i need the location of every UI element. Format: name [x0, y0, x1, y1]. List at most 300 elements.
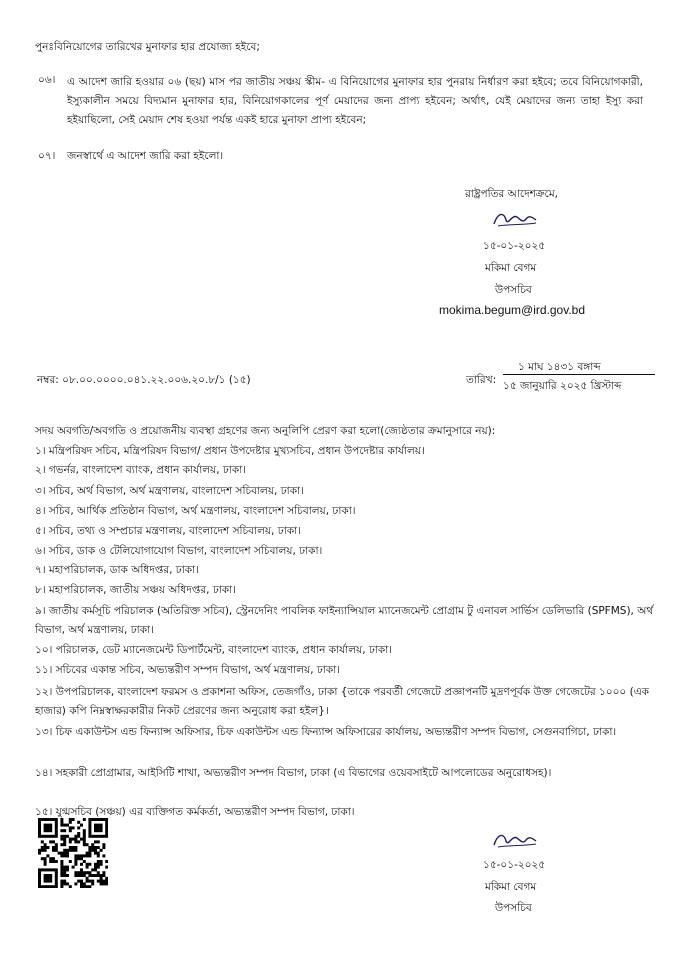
qr-module [100, 826, 103, 829]
qr-module [69, 821, 72, 824]
qr-module [66, 882, 69, 885]
qr-module [83, 854, 86, 857]
qr-module [97, 846, 100, 849]
qr-module [105, 818, 108, 821]
qr-module [63, 852, 66, 855]
qr-module [55, 821, 58, 824]
qr-module [49, 818, 52, 821]
qr-module [97, 829, 100, 832]
memo-number: ০৮.০০.০০০০.০৪১.২২.০০৬.২০.৮/১ (১৫) [62, 374, 251, 386]
qr-module [44, 880, 47, 883]
qr-module [102, 854, 105, 857]
qr-module [46, 846, 49, 849]
qr-module [80, 854, 83, 857]
qr-module [83, 840, 86, 843]
para-07-text: জনস্বার্থে এ আদেশ জারি করা হইলো। [67, 150, 224, 162]
qr-module [46, 824, 49, 827]
para-06-text: এ আদেশ জারি হওয়ার ০৬ (ছয়) মাস পর জাতীয় সঞ্চয় স্কীম- এ বিনিয়োগের মুনাফার হার পুনরায় নির্ধারণ করা হইবে; তবে বিনিয়োগকারী, ইস্যুকালীন সময়ে বিদ্যমান মুনাফার হার, বিনিয়োগকালের পূর্ণ মেয়াদের জন্য প্রাপ্য হইবেন; অর্থাৎ, যেই মেয়াদের জন্য তাহা ইস্যু করা হইয়াছিলো, সেই মেয়াদ শেষ হওয়া পর্যন্ত একই হারে মুনাফা প্রাপ্য হইবেন; [67, 76, 643, 126]
qr-module [60, 885, 63, 888]
qr-module [97, 818, 100, 821]
qr-module [63, 838, 66, 841]
list-item: ১১। সচিবের একান্ত সচিব, অভ্যন্তরীণ সম্পদ বিভাগ, অর্থ মন্ত্রণালয়, ঢাকা। [35, 664, 341, 676]
qr-module [66, 852, 69, 855]
qr-module [97, 874, 100, 877]
qr-module [80, 838, 83, 841]
qr-module [44, 849, 47, 852]
qr-module [44, 843, 47, 846]
qr-module [94, 826, 97, 829]
qr-module [49, 868, 52, 871]
qr-module [41, 840, 44, 843]
qr-module [72, 866, 75, 869]
qr-module [86, 871, 89, 874]
qr-module [46, 868, 49, 871]
qr-module [100, 877, 103, 880]
qr-module [74, 854, 77, 857]
qr-module [52, 860, 55, 863]
signatory-designation: উপসচিব [495, 284, 532, 296]
qr-module [41, 849, 44, 852]
qr-module [105, 877, 108, 880]
qr-module [88, 818, 91, 821]
qr-module [94, 818, 97, 821]
qr-module [38, 829, 41, 832]
qr-module [97, 840, 100, 843]
list-item: ১৪। সহকারী প্রোগ্রামার, আইসিটি শাখা, অভ্যন্তরীণ সম্পদ বিভাগ, ঢাকা (এ বিভাগের ওয়েবসাইটে আপলোডের অনুরোধসহ)। [35, 767, 552, 779]
qr-module [44, 868, 47, 871]
qr-module [100, 880, 103, 883]
qr-module [69, 840, 72, 843]
qr-module [66, 854, 69, 857]
qr-module [100, 835, 103, 838]
qr-module [102, 882, 105, 885]
qr-module [74, 882, 77, 885]
qr-module [63, 880, 66, 883]
qr-module [49, 824, 52, 827]
signature-image-2 [490, 829, 540, 851]
qr-module [88, 885, 91, 888]
qr-module [52, 840, 55, 843]
qr-module [88, 846, 91, 849]
qr-module [55, 832, 58, 835]
qr-module [91, 880, 94, 883]
memo-number-label: নম্বর: [37, 374, 59, 386]
qr-module [88, 835, 91, 838]
qr-module [44, 826, 47, 829]
qr-module [77, 874, 80, 877]
qr-module [100, 849, 103, 852]
qr-module [72, 849, 75, 852]
qr-module [77, 835, 80, 838]
qr-module [80, 874, 83, 877]
qr-module [69, 849, 72, 852]
qr-module [102, 846, 105, 849]
qr-module [60, 868, 63, 871]
qr-module [72, 838, 75, 841]
qr-module [63, 882, 66, 885]
qr-module [49, 835, 52, 838]
qr-module [91, 846, 94, 849]
qr-module [38, 852, 41, 855]
qr-module [63, 849, 66, 852]
qr-module [97, 824, 100, 827]
qr-module [97, 852, 100, 855]
qr-module [105, 860, 108, 863]
qr-module [69, 860, 72, 863]
qr-module [83, 835, 86, 838]
qr-module [66, 866, 69, 869]
qr-module [91, 882, 94, 885]
qr-module [88, 829, 91, 832]
signatory-email[interactable]: mokima.begum@ird.gov.bd [439, 303, 586, 317]
qr-module [60, 863, 63, 866]
qr-module [100, 874, 103, 877]
qr-module [38, 880, 41, 883]
qr-module [88, 871, 91, 874]
qr-module [38, 818, 41, 821]
qr-module [80, 871, 83, 874]
qr-module [91, 849, 94, 852]
qr-module [38, 826, 41, 829]
list-item: ১৩। চিফ একাউন্টস এন্ড ফিন্যান্স অফিসার, চিফ একাউন্টস এন্ড ফিন্যান্স অফিসারের কার্যালয়, অভ্যন্তরীণ সম্পদ বিভাগ, সেগুনবাগিচা, ঢাকা। [35, 726, 617, 738]
qr-module [44, 863, 47, 866]
qr-module [74, 857, 77, 860]
qr-module [46, 880, 49, 883]
qr-module [60, 854, 63, 857]
qr-module [60, 871, 63, 874]
qr-module [83, 882, 86, 885]
qr-module [44, 846, 47, 849]
qr-module [88, 824, 91, 827]
qr-module [63, 868, 66, 871]
qr-module [91, 868, 94, 871]
qr-module [86, 880, 89, 883]
qr-module [60, 821, 63, 824]
qr-module [100, 829, 103, 832]
qr-module [102, 874, 105, 877]
qr-module [105, 880, 108, 883]
qr-module [69, 838, 72, 841]
qr-module [38, 877, 41, 880]
qr-module [66, 824, 69, 827]
qr-module [55, 868, 58, 871]
qr-module [100, 863, 103, 866]
qr-module [88, 849, 91, 852]
qr-module [102, 818, 105, 821]
qr-module [38, 849, 41, 852]
qr-module [86, 885, 89, 888]
qr-module [60, 874, 63, 877]
qr-module [86, 854, 89, 857]
qr-module [49, 885, 52, 888]
qr-code [38, 818, 108, 888]
qr-module [60, 882, 63, 885]
qr-module [63, 824, 66, 827]
qr-module [46, 826, 49, 829]
qr-module [46, 854, 49, 857]
qr-module [91, 843, 94, 846]
qr-module [49, 840, 52, 843]
qr-module [60, 880, 63, 883]
qr-module [74, 846, 77, 849]
list-item: ১০। পরিচালক, ডেট ম্যানেজমেন্ট ডিপার্টমেন্ট, বাংলাদেশ ব্যাংক, প্রধান কার্যালয়, ঢাকা। [35, 644, 393, 656]
qr-module [88, 874, 91, 877]
qr-module [46, 874, 49, 877]
qr-module [55, 882, 58, 885]
qr-module [105, 821, 108, 824]
qr-module [94, 829, 97, 832]
qr-module [55, 824, 58, 827]
qr-module [80, 824, 83, 827]
qr-module [86, 852, 89, 855]
qr-module [44, 829, 47, 832]
qr-module [86, 863, 89, 866]
qr-module [94, 852, 97, 855]
qr-module [94, 863, 97, 866]
qr-module [100, 882, 103, 885]
qr-module [97, 826, 100, 829]
qr-module [83, 832, 86, 835]
qr-module [102, 871, 105, 874]
qr-module [44, 857, 47, 860]
qr-module [105, 824, 108, 827]
qr-module [94, 824, 97, 827]
qr-module [94, 849, 97, 852]
qr-module [44, 835, 47, 838]
qr-module [97, 880, 100, 883]
qr-module [94, 866, 97, 869]
qr-module [58, 852, 61, 855]
qr-module [83, 843, 86, 846]
qr-module [38, 885, 41, 888]
qr-module [49, 877, 52, 880]
qr-module [94, 868, 97, 871]
qr-module [77, 854, 80, 857]
qr-module [83, 829, 86, 832]
qr-module [72, 818, 75, 821]
qr-module [80, 885, 83, 888]
qr-module [55, 818, 58, 821]
qr-module [105, 835, 108, 838]
qr-module [97, 854, 100, 857]
qr-module [105, 866, 108, 869]
qr-module [69, 885, 72, 888]
qr-module [49, 857, 52, 860]
qr-module [91, 835, 94, 838]
qr-module [80, 880, 83, 883]
qr-module [60, 835, 63, 838]
qr-module [60, 818, 63, 821]
qr-module [88, 852, 91, 855]
qr-module [94, 835, 97, 838]
list-item: ৫। সচিব, তথ্য ও সম্প্রচার মন্ত্রণালয়, বাংলাদেশ সচিবালয়, ঢাকা। [35, 525, 301, 537]
list-item: ৯। জাতীয় কর্মসূচি পরিচালক (অতিরিক্ত সচিব), স্ট্রেনদেনিং পাবলিক ফাইন্যান্সিয়াল ম্যানেজমেন্ট প্রোগ্রাম টু এনাবল সার্ভিস ডেলিভারি (SPFMS), অর্থ বিভাগ, অর্থ মন্ত্রণালয়, ঢাকা। [35, 605, 654, 636]
qr-module [63, 829, 66, 832]
qr-module [83, 874, 86, 877]
qr-module [88, 880, 91, 883]
qr-module [74, 849, 77, 852]
date-divider [503, 374, 655, 375]
qr-module [46, 818, 49, 821]
qr-module [100, 818, 103, 821]
qr-module [41, 868, 44, 871]
qr-module [60, 838, 63, 841]
signatory2-designation: উপসচিব [495, 902, 532, 914]
list-item: ৮। মহাপরিচালক, জাতীয় সঞ্চয় অধিদপ্তর, ঢাকা। [35, 584, 236, 596]
qr-module [77, 832, 80, 835]
qr-module [63, 871, 66, 874]
qr-module [44, 818, 47, 821]
qr-module [94, 846, 97, 849]
memo-number-row [37, 373, 251, 387]
qr-module [52, 835, 55, 838]
memo-date-label: তারিখ: [466, 374, 497, 386]
signature-image [490, 208, 540, 230]
qr-module [55, 860, 58, 863]
qr-module [74, 835, 77, 838]
qr-module [105, 832, 108, 835]
qr-module [88, 854, 91, 857]
qr-module [44, 860, 47, 863]
qr-module [80, 882, 83, 885]
qr-module [94, 840, 97, 843]
qr-module [100, 824, 103, 827]
qr-module [83, 838, 86, 841]
memo-date-gregorian: ১৫ জানুয়ারি ২০২৫ খ্রিস্টাব্দ [503, 380, 622, 392]
memo-date-bangla: ১ মাঘ ১৪৩১ বঙ্গাব্দ [518, 361, 601, 373]
qr-module [77, 880, 80, 883]
qr-module [38, 835, 41, 838]
qr-module [38, 871, 41, 874]
qr-module [49, 880, 52, 883]
qr-module [55, 826, 58, 829]
qr-module [55, 829, 58, 832]
qr-module [105, 826, 108, 829]
qr-module [60, 824, 63, 827]
qr-module [41, 857, 44, 860]
qr-module [38, 821, 41, 824]
qr-module [44, 824, 47, 827]
qr-module [88, 826, 91, 829]
qr-module [77, 871, 80, 874]
qr-module [38, 874, 41, 877]
qr-module [63, 835, 66, 838]
qr-module [41, 846, 44, 849]
qr-module [86, 866, 89, 869]
qr-module [41, 885, 44, 888]
intro-text: পুনঃবিনিয়োগের তারিখের মুনাফার হার প্রযোজ্য হইবে; [35, 41, 260, 53]
qr-module [46, 885, 49, 888]
qr-module [55, 880, 58, 883]
signatory2-name: মকিমা বেগম [485, 881, 537, 893]
qr-module [97, 871, 100, 874]
list-item: ৭। মহাপরিচালক, ডাক অধিদপ্তর, ঢাকা। [35, 564, 199, 576]
qr-module [55, 835, 58, 838]
signatory2-date: ১৫-০১-২০২৫ [483, 859, 546, 871]
qr-module [97, 863, 100, 866]
qr-module [69, 829, 72, 832]
qr-module [69, 846, 72, 849]
list-item: ১। মন্ত্রিপরিষদ সচিব, মন্ত্রিপরিষদ বিভাগ/ প্রধান উপদেষ্টার মুখ্যসচিব, প্রধান উপদেষ্টার কার্যালয়। [35, 445, 425, 457]
qr-module [74, 871, 77, 874]
qr-module [52, 857, 55, 860]
qr-module [49, 826, 52, 829]
list-item: ১৫। যুগ্মসচিব (সঞ্চয়) এর ব্যক্তিগত কর্মকর্তা, অভ্যন্তরীণ সম্পদ বিভাগ, ঢাকা। [35, 806, 355, 818]
qr-module [38, 882, 41, 885]
qr-module [69, 826, 72, 829]
qr-module [44, 874, 47, 877]
qr-module [55, 885, 58, 888]
qr-module [55, 849, 58, 852]
qr-module [80, 857, 83, 860]
qr-module [77, 821, 80, 824]
list-item: ৩। সচিব, অর্থ বিভাগ, অর্থ মন্ত্রণালয়, বাংলাদেশ সচিবালয়, ঢাকা। [35, 485, 304, 497]
qr-module [63, 840, 66, 843]
qr-module [91, 874, 94, 877]
qr-module [66, 835, 69, 838]
qr-module [52, 885, 55, 888]
qr-module [66, 868, 69, 871]
order-by-text: রাষ্ট্রপতির আদেশক্রমে, [465, 188, 558, 200]
qr-module [55, 843, 58, 846]
qr-module [55, 874, 58, 877]
qr-module [105, 829, 108, 832]
qr-module [52, 868, 55, 871]
qr-module [91, 818, 94, 821]
qr-module [80, 868, 83, 871]
list-item: ৬। সচিব, ডাক ও টেলিযোগাযোগ বিভাগ, বাংলাদেশ সচিবালয়, ঢাকা। [35, 545, 323, 557]
qr-module [74, 863, 77, 866]
qr-module [49, 829, 52, 832]
distribution-heading: সদয় অবগতি/অবগতি ও প্রয়োজনীয় ব্যবস্থা গ্রহণের জন্য অনুলিপি প্রেরণ করা হলো(জ্যেষ্ঠতার ক্রমানুসারে নয়): [35, 425, 496, 437]
qr-module [72, 846, 75, 849]
qr-module [74, 838, 77, 841]
qr-module [94, 874, 97, 877]
qr-module [60, 860, 63, 863]
qr-module [46, 835, 49, 838]
para-06-number: ০৬। [38, 74, 56, 86]
qr-module [60, 829, 63, 832]
qr-module [86, 843, 89, 846]
qr-module [77, 826, 80, 829]
list-item: ২। গভর্নর, বাংলাদেশ ব্যাংক, প্রধান কার্যালয়, ঢাকা। [35, 464, 247, 476]
qr-module [88, 863, 91, 866]
list-item: ১২। উপপরিচালক, বাংলাদেশ ফরমস ও প্রকাশনা অফিস, তেজগাঁও, ঢাকা {তাকে পরবর্তী গেজেটে প্রজ্ঞাপনটি মুদ্রণপূর্বক উক্ত গেজেটের ১০০০ (এক হাজার) কপি নিম্নস্বাক্ষরকারীর নিকট প্রেরণের জন্য অনুরোধ করা হইল}। [35, 686, 650, 717]
qr-module [74, 860, 77, 863]
qr-module [97, 866, 100, 869]
qr-module [38, 868, 41, 871]
qr-module [63, 874, 66, 877]
qr-module [72, 826, 75, 829]
qr-module [66, 849, 69, 852]
qr-module [52, 818, 55, 821]
qr-module [74, 840, 77, 843]
qr-module [69, 818, 72, 821]
qr-module [38, 832, 41, 835]
qr-module [105, 882, 108, 885]
qr-module [74, 874, 77, 877]
qr-module [46, 877, 49, 880]
qr-module [41, 835, 44, 838]
qr-module [49, 874, 52, 877]
qr-module [63, 843, 66, 846]
qr-module [55, 871, 58, 874]
qr-module [52, 846, 55, 849]
qr-module [83, 871, 86, 874]
qr-module [63, 854, 66, 857]
qr-module [83, 818, 86, 821]
qr-module [66, 874, 69, 877]
